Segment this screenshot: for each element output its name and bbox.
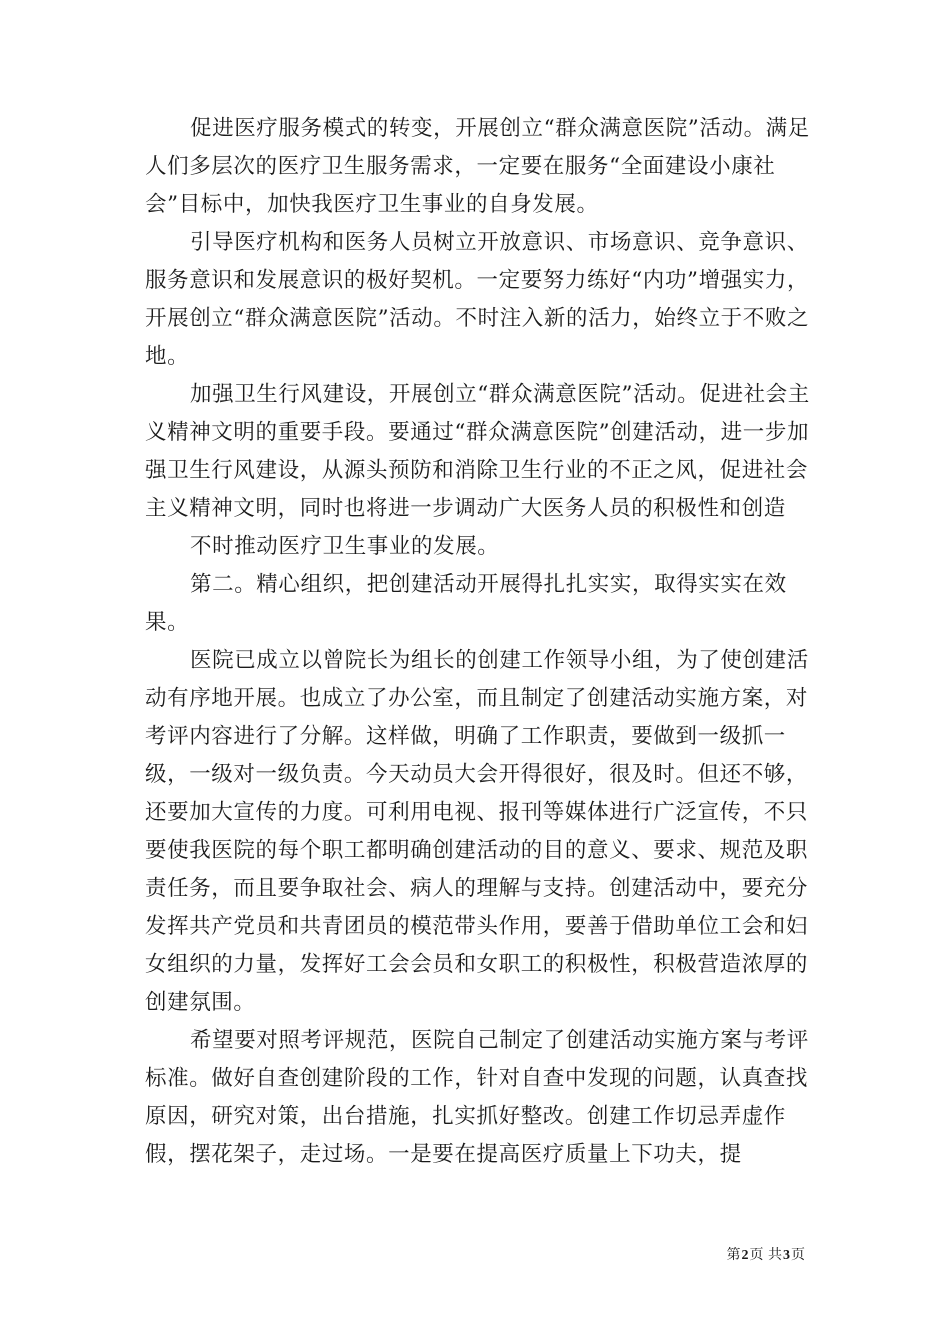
paragraph-2: 引导医疗机构和医务人员树立开放意识、市场意识、竞争意识、服务意识和发展意识的极好契机。一定要努力练好“内功”增强实力，开展创立“群众满意医院”活动。不时注入新的活力，始终立于不败之地。: [145, 230, 810, 369]
paragraph-6: 医院已成立以曾院长为组长的创建工作领导小组，为了使创建活动有序地开展。也成立了办公室，而且制定了创建活动实施方案，对考评内容进行了分解。这样做，明确了工作职责，要做到一级抓一级，一级对一级负责。今天动员大会开得很好，很及时。但还不够，还要加大宣传的力度。可利用电视、报刊等媒体进行广泛宣传，不只要使我医院的每个职工都明确创建活动的目的意义、要求、规范及职责任务，而且要争取社会、病人的理解与支持。创建活动中，要充分发挥共产党员和共青团员的模范带头作用，要善于借助单位工会和妇女组织的力量，发挥好工会会员和女职工的积极性，积极营造浓厚的创建氛围。: [145, 648, 809, 1015]
paragraph-7: 希望要对照考评规范，医院自己制定了创建活动实施方案与考评标准。做好自查创建阶段的工作，针对自查中发现的问题，认真查找原因，研究对策，出台措施，扎实抓好整改。创建工作切忌弄虚作假，摆花架子，走过场。一是要在提高医疗质量上下功夫，提: [145, 1028, 809, 1167]
page-footer: [727, 1246, 805, 1265]
body-text: [145, 110, 815, 1174]
footer-prefix: 第: [726, 1247, 741, 1263]
footer-middle: 页 共: [749, 1247, 782, 1263]
footer-suffix: 页: [791, 1247, 805, 1263]
paragraph-4: 不时推动医疗卫生事业的发展。: [190, 534, 500, 559]
total-pages-number: 3: [783, 1248, 790, 1263]
paragraph-5: 第二。精心组织，把创建活动开展得扎扎实实，取得实实在效果。: [145, 572, 787, 635]
paragraph-3: 加强卫生行风建设，开展创立“群众满意医院”活动。促进社会主义精神文明的重要手段。要通过“群众满意医院”创建活动，进一步加强卫生行风建设，从源头预防和消除卫生行业的不正之风，促进社会主义精神文明，同时也将进一步调动广大医务人员的积极性和创造: [145, 382, 810, 521]
paragraph-1: 促进医疗服务模式的转变，开展创立“群众满意医院”活动。满足人们多层次的医疗卫生服务需求，一定要在服务“全面建设小康社会”目标中，加快我医疗卫生事业的自身发展。: [145, 116, 810, 217]
current-page-number: 2: [741, 1248, 749, 1263]
